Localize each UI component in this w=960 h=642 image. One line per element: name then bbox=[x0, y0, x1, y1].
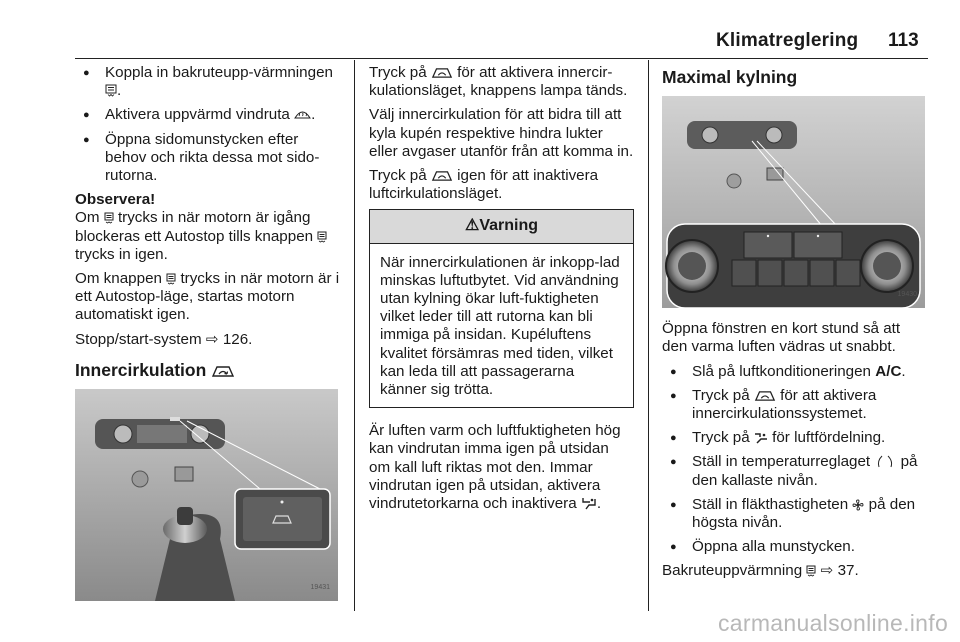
rear-defrost-icon bbox=[104, 212, 114, 224]
reference-arrow-icon: ⇨ bbox=[205, 330, 219, 348]
section-heading-max-cooling: Maximal kylning bbox=[662, 67, 798, 87]
list-item: ● Tryck på för luftfördelning. bbox=[662, 429, 928, 447]
header-rule bbox=[75, 58, 928, 59]
cross-reference[interactable]: Stopp/start-system ⇨ 126. bbox=[75, 330, 253, 348]
list-item: ● Slå på luftkonditioneringen A/C. bbox=[662, 363, 928, 381]
reference-arrow-icon: ⇨ bbox=[820, 562, 834, 580]
climate-panel-illustration bbox=[662, 96, 925, 308]
air-distribution-windscreen-icon bbox=[581, 497, 597, 510]
note-paragraph: Observera! Om trycks in när motorn är igång blockeras ett Autostop tills knappen trycks in igen. bbox=[75, 191, 343, 264]
list-item: ● Aktivera uppvärmd vindruta . bbox=[75, 106, 343, 124]
warning-header: ⚠Varning bbox=[370, 210, 633, 243]
list-item: ● Ställ in temperaturreglaget på den kallaste nivån. bbox=[662, 453, 928, 489]
column-divider-2 bbox=[648, 60, 649, 611]
list-item: ● Koppla in bakruteupp-värmningen . bbox=[75, 64, 343, 100]
list-item: ● Öppna alla munstycken. bbox=[662, 538, 928, 556]
note-paragraph-2: Om knappen trycks in när motorn är i ett Autostop-läge, startas motorn automatiskt igen. bbox=[75, 270, 340, 324]
air-distribution-icon bbox=[754, 432, 768, 444]
paragraph: Öppna fönstren en kort stund så att den varma luften vädras ut snabbt. bbox=[662, 320, 901, 356]
rear-defrost-icon bbox=[166, 273, 176, 285]
section-heading-recirculation: Innercirkulation bbox=[75, 361, 343, 379]
figure-number: 19430 bbox=[897, 291, 917, 298]
cross-reference[interactable]: Bakruteuppvärmning ⇨ 37. bbox=[662, 562, 859, 580]
column-1 bbox=[75, 64, 343, 601]
page-number: 113 bbox=[888, 30, 919, 51]
paragraph: Är luften varm och luftfuktigheten hög kan vindrutan imma igen på utsidan om kall luft riktas mot den. Immar vindrutan igen på utsidan, aktivera vindrutetorkarna och inaktivera . bbox=[369, 422, 621, 513]
warning-body: När innercirkulationen är inkopp-lad minskas luftutbytet. Vid användning utan kylning ökar luft-fuktigheten vilket leder till att rutorna kan bli immiga på insidan. Kupéluftens kvalitet försämras med tiden, vilket kan leda till att passagerarna känner sig trötta. bbox=[380, 253, 620, 399]
recirculation-icon bbox=[431, 169, 453, 182]
figure-number: 19431 bbox=[310, 583, 330, 591]
bullet-list bbox=[75, 64, 343, 185]
heated-windscreen-icon bbox=[294, 109, 311, 121]
paragraph: Välj innercirkulation för att bidra till att kyla kupén respektive hindra lukter eller avgaser utanför från att komma in. bbox=[369, 106, 634, 160]
note-title: Observera! bbox=[75, 191, 156, 209]
figure-climate-panel bbox=[662, 96, 925, 308]
bullet-list bbox=[662, 363, 928, 557]
rear-defrost-icon bbox=[806, 565, 816, 577]
console-illustration bbox=[75, 389, 338, 601]
recirculation-icon bbox=[754, 389, 776, 402]
column-divider-1 bbox=[354, 60, 355, 611]
paragraph: Tryck på för att aktivera innercir-kulationsläget, knappens lampa tänds. bbox=[369, 64, 628, 100]
watermark: carmanualsonline.info bbox=[718, 610, 949, 636]
column-2 bbox=[369, 64, 634, 519]
warning-box bbox=[369, 209, 634, 408]
list-item: ● Tryck på för att aktivera innercirkulationssystemet. bbox=[662, 387, 928, 423]
list-item: ● Ställ in fläkthastigheten på den högsta nivån. bbox=[662, 496, 928, 532]
rear-defrost-icon bbox=[317, 231, 327, 243]
figure-center-console bbox=[75, 389, 338, 601]
column-3 bbox=[662, 64, 928, 587]
temperature-knob-icon bbox=[874, 455, 896, 468]
list-item: ● Öppna sidomunstycken efter behov och rikta dessa mot sido-rutorna. bbox=[75, 131, 343, 186]
paragraph: Tryck på igen för att inaktivera luftcirkulationsläget. bbox=[369, 167, 599, 203]
recirculation-icon bbox=[211, 364, 235, 378]
warning-triangle-icon: ⚠ bbox=[464, 217, 480, 235]
page-header-title: Klimatreglering bbox=[716, 30, 859, 51]
rear-defrost-icon bbox=[105, 84, 117, 97]
recirculation-icon bbox=[431, 66, 453, 79]
fan-icon bbox=[852, 499, 864, 511]
